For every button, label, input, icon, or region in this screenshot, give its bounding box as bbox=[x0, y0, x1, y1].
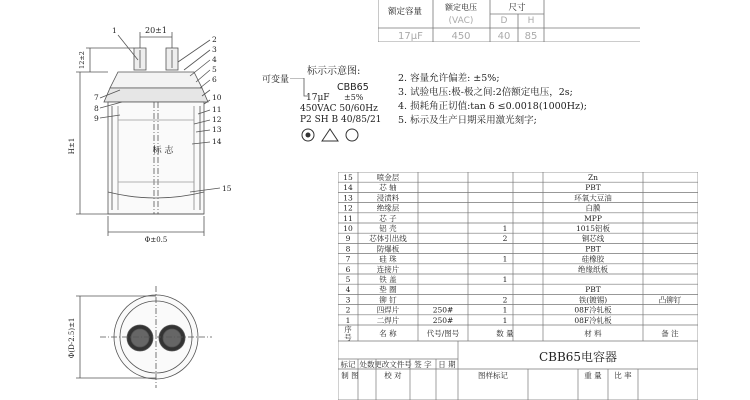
dim-height: H±1 bbox=[68, 137, 76, 155]
bom-row-remark: 凸铆钉 bbox=[658, 295, 682, 305]
bom-row-no: 14 bbox=[343, 183, 353, 193]
bom-row-name: 铆 钉 bbox=[379, 295, 397, 305]
bom-row-no: 11 bbox=[343, 213, 353, 223]
bom-row-qty: 1 bbox=[502, 254, 508, 264]
bom-row-no: 5 bbox=[345, 275, 351, 284]
bom-row-no: 15 bbox=[343, 173, 353, 182]
marking-rating: 450VAC 50/60Hz bbox=[300, 104, 378, 114]
bom-row-material: PBT bbox=[585, 244, 601, 254]
callout-11: 11 bbox=[212, 105, 222, 114]
spec-table bbox=[378, 0, 640, 42]
titleblock-row2-6: 重 量 bbox=[584, 371, 602, 380]
bom-row-no: 9 bbox=[345, 234, 351, 244]
titleblock-row2-0: 制 图 bbox=[341, 371, 359, 380]
dim-diameter: Φ±0.5 bbox=[144, 236, 168, 244]
callout-2: 2 bbox=[212, 35, 217, 44]
ul-logo bbox=[322, 129, 338, 141]
tuv-logo bbox=[346, 129, 358, 141]
titleblock-row2-2: 校 对 bbox=[384, 371, 402, 380]
spec-sub-d: D bbox=[500, 16, 508, 26]
bom-row-name: 四焊片 bbox=[376, 305, 400, 315]
titleblock-row1-3: 签 字 bbox=[414, 360, 432, 369]
titleblock-row1-1: 处数 bbox=[359, 360, 375, 369]
bom-row-material: 08F冷轧板 bbox=[574, 315, 612, 325]
bom-row-no: 12 bbox=[343, 203, 353, 213]
callout-7: 7 bbox=[94, 93, 99, 102]
body-marking: 标 志 bbox=[152, 146, 174, 156]
bom-row-material: PBT bbox=[585, 285, 601, 295]
bom-row-name: 芯 子 bbox=[379, 213, 397, 223]
bom-row-material: 硅橡胶 bbox=[581, 254, 605, 264]
bom-row-name: 连接片 bbox=[376, 264, 400, 274]
bom-header-no: 序 bbox=[344, 325, 352, 334]
callout-14: 14 bbox=[212, 137, 222, 146]
bom-row-no: 8 bbox=[345, 244, 351, 254]
spec-header-size: 尺寸 bbox=[508, 3, 526, 13]
bom-row-material: 铜芯线 bbox=[581, 234, 605, 244]
bom-row-qty: 1 bbox=[502, 315, 508, 325]
bom-row-name: 浸渍料 bbox=[376, 193, 400, 203]
callout-9: 9 bbox=[94, 114, 99, 123]
bom-row-qty: 2 bbox=[502, 295, 508, 305]
bom-row-qty: 1 bbox=[502, 224, 508, 233]
marking-tolerance: ±5% bbox=[344, 93, 364, 102]
callout-6: 6 bbox=[212, 75, 217, 84]
bom-header-name: 名 称 bbox=[379, 329, 397, 338]
bom-row-name: 防爆板 bbox=[376, 244, 400, 254]
bom-row-code: 250# bbox=[432, 315, 454, 325]
bom-header-material: 材 料 bbox=[584, 329, 602, 338]
product-name: CBB65电容器 bbox=[538, 350, 618, 364]
bom-row-name: 绝缘层 bbox=[376, 203, 400, 213]
callout-5: 5 bbox=[212, 65, 217, 74]
bom-row-qty: 1 bbox=[502, 305, 508, 315]
callout-1: 1 bbox=[112, 26, 117, 35]
dim-terminal-height: 12±2 bbox=[78, 51, 86, 69]
bom-row-material: 铁(镀锡) bbox=[578, 295, 608, 305]
bom-row-material: MPP bbox=[584, 213, 602, 223]
callout-15: 15 bbox=[222, 184, 232, 193]
bom-row-material: Zn bbox=[587, 173, 599, 182]
dim-bottom-diameter: Φ(D-2.5)±1 bbox=[68, 317, 76, 359]
bom-row-qty: 1 bbox=[502, 275, 508, 284]
bom-row-code: 250# bbox=[432, 305, 454, 315]
bom-row-no: 2 bbox=[345, 305, 351, 315]
titleblock-row2-7: 比 率 bbox=[614, 371, 632, 380]
spec-value-capacity: 17μF bbox=[398, 31, 423, 42]
note-3: 3. 试验电压:极-极之间:2倍额定电压，2s; bbox=[398, 87, 573, 98]
spec-header-capacity: 额定容量 bbox=[387, 7, 423, 17]
bom-header-qty: 数 量 bbox=[496, 329, 514, 338]
marking-model: CBB65 bbox=[337, 82, 369, 93]
bom-header-remark: 备 注 bbox=[661, 329, 679, 338]
callout-4: 4 bbox=[212, 55, 217, 64]
callout-8: 8 bbox=[94, 104, 99, 113]
bom-row-no: 10 bbox=[343, 224, 353, 233]
spec-header-voltage: 额定电压 bbox=[445, 3, 477, 12]
note-2: 2. 容量允许偏差: ±5%; bbox=[398, 73, 500, 84]
titleblock-row1-0: 标记 bbox=[340, 360, 356, 369]
spec-sub-vac: (VAC) bbox=[448, 16, 474, 26]
bom-row-name: 喷金层 bbox=[376, 173, 400, 182]
capacitor-drawing bbox=[60, 20, 250, 400]
note-4: 4. 损耗角正切值:tan δ ≤0.0018(1000Hz); bbox=[398, 101, 587, 112]
bom-row-name: 铁 盖 bbox=[379, 275, 397, 284]
bom-row-material: 08F冷轧板 bbox=[574, 305, 612, 315]
note-5: 5. 标示及生产日期采用激光刻字; bbox=[398, 115, 537, 126]
bom-row-no: 1 bbox=[345, 315, 351, 325]
bom-row-name: 二焊片 bbox=[376, 315, 400, 325]
bom-header-no-2: 号 bbox=[344, 333, 352, 342]
marking-bracket bbox=[290, 78, 350, 100]
bom-row-no: 3 bbox=[345, 295, 351, 305]
marking-title: 标示示意图: bbox=[307, 66, 361, 77]
titleblock-row1-4: 日 期 bbox=[438, 360, 456, 369]
callout-12: 12 bbox=[212, 115, 222, 124]
bom-header-code: 代号/图号 bbox=[426, 329, 460, 338]
titleblock-row1-2: 更改文件号 bbox=[374, 360, 412, 369]
bom-row-no: 13 bbox=[343, 193, 353, 203]
bom-row-name: 芯体引出线 bbox=[369, 234, 407, 244]
marking-adjustable-label: 可变量 bbox=[262, 75, 290, 85]
marking-class: P2 SH B 40/85/21 bbox=[300, 115, 382, 125]
spec-sub-h: H bbox=[527, 16, 535, 26]
callout-3: 3 bbox=[212, 45, 217, 54]
bom-table bbox=[338, 172, 698, 400]
bom-row-name: 芯 轴 bbox=[379, 183, 397, 193]
spec-value-h: 85 bbox=[524, 31, 538, 42]
dim-terminal-spacing: 20±1 bbox=[145, 26, 167, 35]
cert-logos bbox=[300, 127, 360, 147]
bom-row-name: 硅 珠 bbox=[379, 254, 397, 264]
bom-row-material: 白膜 bbox=[585, 203, 601, 213]
callout-10: 10 bbox=[212, 93, 222, 102]
bom-row-material: 1015铝板 bbox=[575, 224, 611, 233]
bom-row-material: 绝缘纸板 bbox=[578, 264, 608, 274]
bom-row-no: 6 bbox=[345, 264, 351, 274]
bom-row-material: PBT bbox=[585, 183, 601, 193]
callout-13: 13 bbox=[212, 125, 222, 134]
spec-value-d: 40 bbox=[497, 31, 511, 42]
bom-row-material: 环氧大豆油 bbox=[574, 193, 612, 203]
bom-row-name: 铝 壳 bbox=[379, 224, 397, 233]
bom-row-qty: 2 bbox=[502, 234, 508, 244]
bom-row-no: 4 bbox=[345, 285, 351, 295]
marking-capacitance: 17μF bbox=[306, 93, 330, 103]
bom-row-no: 7 bbox=[345, 254, 351, 264]
spec-value-voltage: 450 bbox=[451, 31, 471, 42]
bom-row-name: 垫 圈 bbox=[379, 285, 397, 295]
titleblock-row2-4: 图样标记 bbox=[478, 371, 508, 380]
